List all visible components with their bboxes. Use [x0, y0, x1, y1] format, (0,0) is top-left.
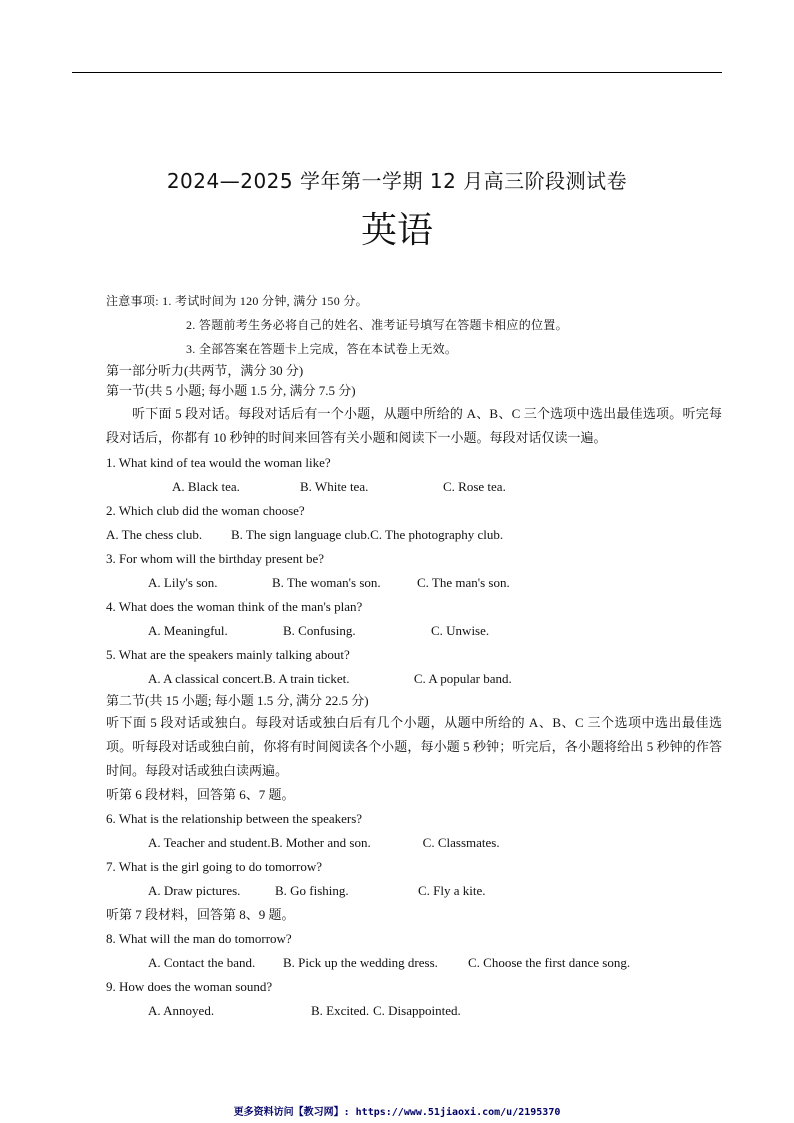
answer-options [106, 831, 722, 855]
section2-instructions: 听下面 5 段对话或独白。每段对话或独白后有几个小题，从题中所给的 A、B、C 三个选项中选出最佳选项。听每段对话或独白前，你将有时间阅读各个小题，每小题 5 秒钟；听完后，各小题将给出 5 秒钟的作答时间。每段对话或独白读两遍。 [106, 715, 722, 778]
option-a: A. Annoyed. [148, 1003, 215, 1018]
option-c: C. Classmates. [422, 835, 500, 850]
option-a: A. Teacher and student. [148, 835, 271, 850]
answer-options [106, 667, 722, 691]
question-stem: 5. What are the speakers mainly talking about? [106, 647, 350, 662]
option-a: A. Contact the band. [148, 955, 256, 970]
option-b: B. A train ticket. [263, 671, 350, 686]
question-stem: 4. What does the woman think of the man's plan? [106, 599, 363, 614]
section1-instructions: 听下面 5 段对话。每段对话后有一个小题，从题中所给的 A、B、C 三个选项中选出最佳选项。听完每段对话后，你都有 10 秒钟的时间来回答有关小题和阅读下一小题。每段对话仅读一遍。 [106, 406, 722, 445]
option-a: A. Black tea. [172, 479, 240, 494]
option-c: C. Unwise. [431, 623, 490, 638]
answer-options [106, 523, 722, 547]
section1-heading: 第一节(共 5 小题; 每小题 1.5 分, 满分 7.5 分) [106, 383, 356, 398]
answer-options [106, 999, 722, 1023]
option-c: C. A popular band. [413, 671, 512, 686]
header-rule [72, 72, 722, 73]
exam-content [106, 289, 722, 1023]
option-c: C. Disappointed. [373, 1003, 461, 1018]
part1-heading: 第一部分听力(共两节，满分 30 分) [106, 363, 304, 378]
answer-options [106, 951, 722, 975]
option-a: A. Lily's son. [148, 575, 218, 590]
answer-options [106, 879, 722, 903]
option-b: B. Go fishing. [275, 883, 349, 898]
notice-block [106, 289, 722, 361]
answer-options [106, 571, 722, 595]
option-b: B. The woman's son. [272, 575, 381, 590]
question-stem: 7. What is the girl going to do tomorrow? [106, 859, 323, 874]
notice-item: 3. 全部答案在答题卡上完成，答在本试卷上无效。 [186, 342, 458, 356]
option-b: B. Mother and son. [270, 835, 371, 850]
answer-options [106, 475, 722, 499]
option-b: B. The sign language club. [231, 527, 371, 542]
question-stem: 1. What kind of tea would the woman like? [106, 455, 331, 470]
question-stem: 8. What will the man do tomorrow? [106, 931, 292, 946]
option-c: C. Rose tea. [443, 479, 506, 494]
option-a: A. A classical concert. [148, 671, 264, 686]
notice-item: 2. 答题前考生务必将自己的姓名、准考证号填写在答题卡相应的位置。 [186, 318, 568, 332]
answer-options [106, 619, 722, 643]
material-heading: 听第 6 段材料，回答第 6、7 题。 [106, 787, 295, 802]
question-stem: 2. Which club did the woman choose? [106, 503, 305, 518]
notice-items [186, 313, 722, 361]
option-a: A. Draw pictures. [148, 883, 241, 898]
option-c: C. Choose the first dance song. [468, 955, 631, 970]
notice-lead: 注意事项: 1. 考试时间为 120 分钟, 满分 150 分。 [106, 294, 368, 308]
exam-title: 2024—2025 学年第一学期 12 月高三阶段测试卷 [166, 169, 628, 193]
material-heading: 听第 7 段材料，回答第 8、9 题。 [106, 907, 295, 922]
section2-heading: 第二节(共 15 小题; 每小题 1.5 分, 满分 22.5 分) [106, 693, 369, 708]
question-stem: 9. How does the woman sound? [106, 979, 273, 994]
option-b: B. Excited. [311, 1003, 370, 1018]
question-stem: 6. What is the relationship between the speakers? [106, 811, 363, 826]
footer-link[interactable]: 更多资料访问【教习网】: https://www.51jiaoxi.com/u/2195370 [233, 1107, 561, 1118]
option-c: C. The man's son. [417, 575, 510, 590]
option-c: C. The photography club. [370, 527, 504, 542]
question-stem: 3. For whom will the birthday present be? [106, 551, 325, 566]
option-a: A. Meaningful. [148, 623, 228, 638]
option-b: B. Confusing. [283, 623, 356, 638]
option-b: B. White tea. [300, 479, 369, 494]
option-a: A. The chess club. [106, 527, 203, 542]
option-c: C. Fly a kite. [418, 883, 486, 898]
subject-title: 英语 [360, 210, 433, 251]
option-b: B. Pick up the wedding dress. [283, 955, 438, 970]
